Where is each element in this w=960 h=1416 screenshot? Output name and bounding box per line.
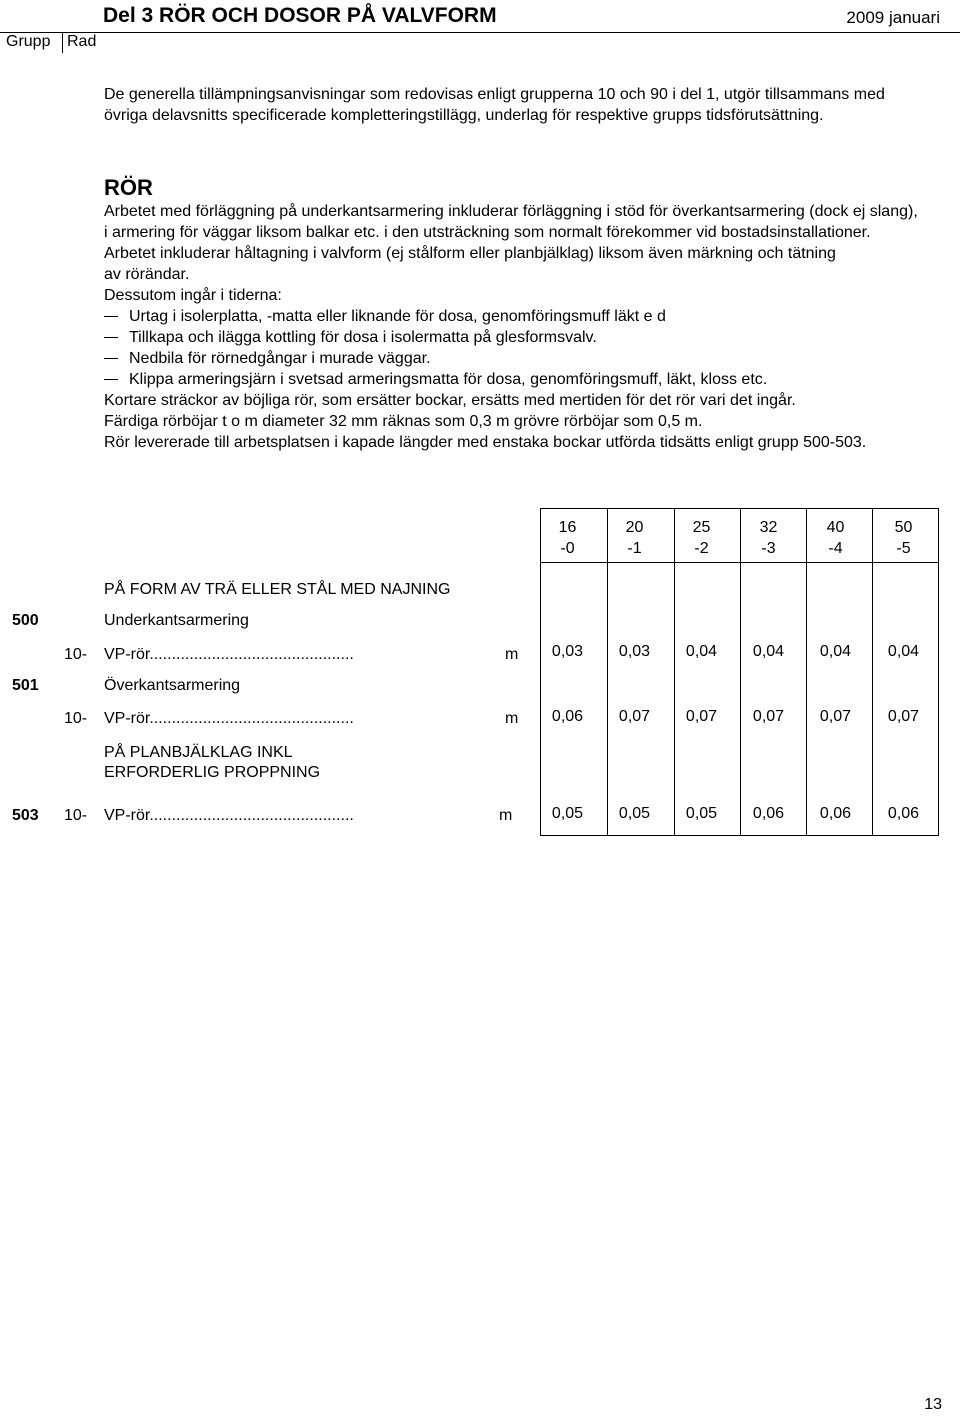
row-rad: 10- (64, 807, 88, 824)
list-item: Tillkapa och ilägga kottling för dosa i isolermatta på glesformsvalv. (104, 327, 919, 348)
table-cell: 0,07 (618, 708, 651, 725)
row-label: VP-rör (104, 807, 150, 824)
table-cell: 0,05 (618, 805, 651, 822)
column-header-top: 32 (759, 519, 778, 536)
table-column-header (534, 517, 601, 559)
header-rule (0, 32, 960, 33)
group-code: 503 (12, 807, 39, 824)
column-divider (62, 33, 63, 53)
table-cell: 0,07 (685, 708, 718, 725)
row-label: VP-rör (104, 710, 150, 727)
column-header-bottom: -1 (627, 540, 642, 557)
column-header-bottom: -4 (828, 540, 843, 557)
section-title: RÖR (104, 175, 153, 200)
list-item: Klippa armeringsjärn i svetsad armeringsmatta för dosa, genomföringsmuff, läkt, kloss etc. (104, 369, 919, 390)
column-header-top: 25 (692, 519, 711, 536)
group-code: 500 (12, 612, 39, 629)
table-row-label (104, 646, 519, 664)
intro-text: De generella tillämpningsanvisningar som redovisas enligt grupperna 10 och 90 i del 1, utgör tillsammans med övriga delavsnitts specificerade kompletteringstillägg, underlag för respektive grupps tidsförutsättning. (104, 86, 885, 124)
row-label: VP-rör (104, 646, 150, 663)
row-unit: m (505, 646, 519, 663)
page-number: 13 (924, 1396, 942, 1413)
table-cell: 0,06 (551, 708, 584, 725)
row-unit: m (505, 710, 519, 727)
column-header-bottom: -3 (761, 540, 776, 557)
leader-dots: .............................................. (149, 710, 354, 727)
column-header-bottom: -2 (694, 540, 709, 557)
table-cell: 0,03 (551, 643, 584, 660)
table-section-heading: PÅ FORM AV TRÄ ELLER STÅL MED NAJNING (104, 581, 451, 598)
section-paragraph-6: Rör levererade till arbetsplatsen i kapade längder med enstaka bockar utförda tidsätts enligt grupp 500-503. (104, 434, 867, 451)
list-item: Nedbila för rörnedgångar i murade väggar. (104, 348, 919, 369)
list-item: Urtag i isolerplatta, -matta eller liknande för dosa, genomföringsmuff läkt e d (104, 306, 919, 327)
table-header-rule (540, 562, 938, 563)
table-cell: 0,04 (819, 643, 852, 660)
table-column-header (735, 517, 802, 559)
group-code: 501 (12, 677, 39, 694)
column-header-top: 16 (558, 519, 577, 536)
table-column-header (870, 517, 937, 559)
table-cell: 0,05 (551, 805, 584, 822)
section-ror (104, 177, 919, 453)
table-cell: 0,03 (618, 643, 651, 660)
intro-paragraph (104, 84, 914, 126)
column-label-rad: Rad (67, 33, 97, 50)
column-header-top: 50 (894, 519, 913, 536)
section-paragraph-2: Arbetet inkluderar håltagning i valvform (ej stålform eller planbjälklag) liksom även märkning och tätning av rörändar. (104, 245, 836, 283)
leader-dots: .............................................. (149, 646, 354, 663)
group-label: Underkantsarmering (104, 612, 249, 629)
table-column-header (668, 517, 735, 559)
column-header-top: 40 (826, 519, 845, 536)
section-paragraph-1: Arbetet med förläggning på underkantsarmering inkluderar förläggning i stöd för överkantsarmering (dock ej slang), i armering för väggar liksom balkar etc. i den utsträckning som normalt förekommer vid bostadsinstallationer. (104, 203, 918, 241)
group-label: Överkantsarmering (104, 677, 241, 694)
section-paragraph-3: Dessutom ingår i tiderna: (104, 287, 282, 304)
table-section-heading: PÅ PLANBJÄLKLAG INKL (104, 744, 293, 761)
table-row-label (104, 807, 499, 825)
table-cell: 0,05 (685, 805, 718, 822)
table-cell: 0,06 (752, 805, 785, 822)
column-label-grupp: Grupp (6, 33, 51, 50)
table-cell: 0,07 (887, 708, 920, 725)
table-cell: 0,04 (685, 643, 718, 660)
table-cell: 0,06 (887, 805, 920, 822)
header-date: 2009 januari (846, 8, 940, 27)
table-cell: 0,04 (752, 643, 785, 660)
section-paragraph-4: Kortare sträckor av böjliga rör, som ersätter bockar, ersätts med mertiden för det rör vari det ingår. (104, 392, 796, 409)
row-unit: m (499, 807, 513, 824)
table-column-header (802, 517, 869, 559)
page-title: Del 3 RÖR OCH DOSOR PÅ VALVFORM (103, 4, 497, 27)
row-rad: 10- (64, 710, 88, 727)
section-paragraph-5: Färdiga rörböjar t o m diameter 32 mm räknas som 0,3 m grövre rörböjar som 0,5 m. (104, 413, 703, 430)
column-header-top: 20 (625, 519, 644, 536)
column-header-bottom: -0 (560, 540, 575, 557)
includes-list (104, 306, 919, 390)
row-rad: 10- (64, 646, 88, 663)
column-header-bottom: -5 (896, 540, 911, 557)
leader-dots: .............................................. (149, 807, 354, 824)
table-cell: 0,06 (819, 805, 852, 822)
table-column-header (601, 517, 668, 559)
table-cell: 0,04 (887, 643, 920, 660)
table-row-label (104, 710, 519, 728)
table-cell: 0,07 (819, 708, 852, 725)
table-section-heading: ERFORDERLIG PROPPNING (104, 764, 321, 781)
table-cell: 0,07 (752, 708, 785, 725)
